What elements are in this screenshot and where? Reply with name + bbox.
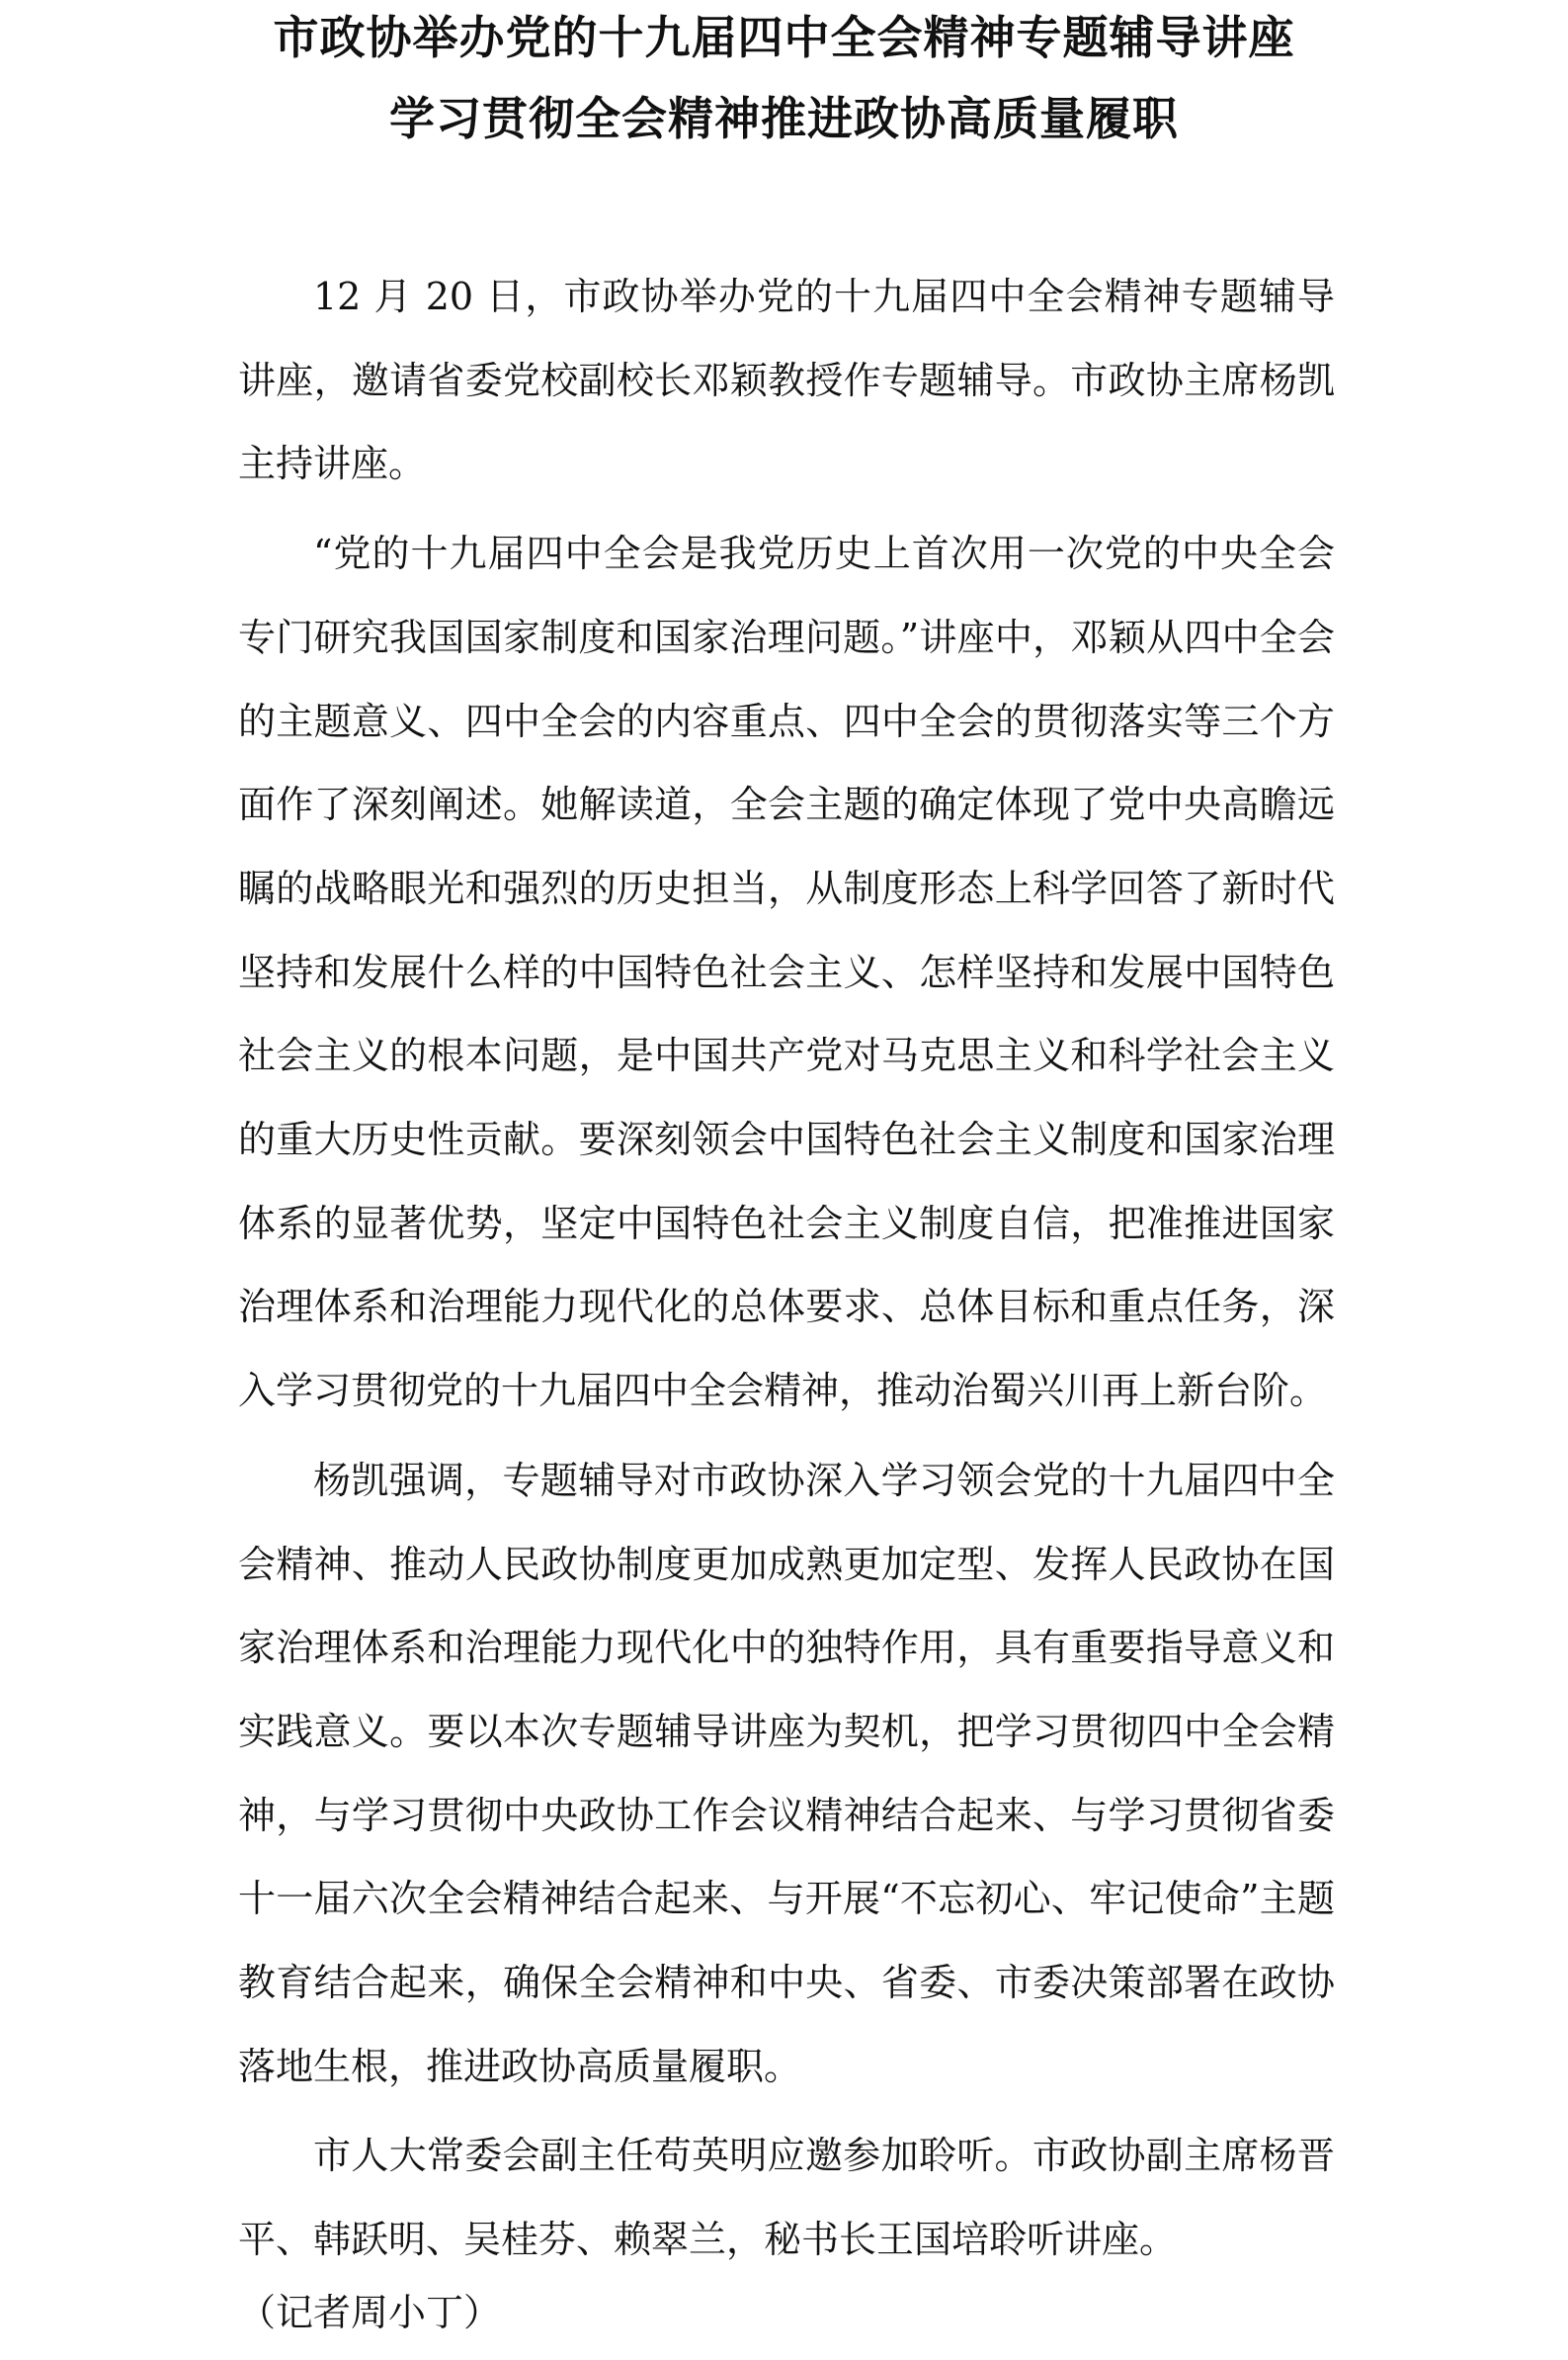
paragraph-lecture-content: “党的十九届四中全会是我党历史上首次用一次党的中央全会专门研究我国国家制度和国家治理问题。”讲座中，邓颖从四中全会的主题意义、四中全会的内容重点、四中全会的贯彻落实等三个方面作了深刻阐述。她解读道，全会主题的确定体现了党中央高瞻远瞩的战略眼光和强烈的历史担当，从制度形态上科学回答了新时代坚持和发展什么样的中国特色社会主义、怎样坚持和发展中国特色社会主义的根本问题，是中国共产党对马克思主义和科学社会主义的重大历史性贡献。要深刻领会中国特色社会主义制度和国家治理体系的显著优势，坚定中国特色社会主义制度自信，把准推进国家治理体系和治理能力现代化的总体要求、总体目标和重点任务，深入学习贯彻党的十九届四中全会精神，推动治蜀兴川再上新台阶。 (238, 532, 1335, 1413)
headline-line-1: 市政协举办党的十九届四中全会精神专题辅导讲座 (273, 11, 1295, 64)
reporter-byline: （记者周小丁） (238, 2291, 502, 2334)
article-body (238, 255, 1335, 2282)
paragraph-intro: 12 月 20 日，市政协举办党的十九届四中全会精神专题辅导讲座，邀请省委党校副校长邓颖教授作专题辅导。市政协主席杨凯主持讲座。 (238, 275, 1335, 486)
paragraph-chair-remarks: 杨凯强调，专题辅导对市政协深入学习领会党的十九届四中全会精神、推动人民政协制度更加成熟更加定型、发挥人民政协在国家治理体系和治理能力现代化中的独特作用，具有重要指导意义和实践意义。要以本次专题辅导讲座为契机，把学习贯彻四中全会精神，与学习贯彻中央政协工作会议精神结合起来、与学习贯彻省委十一届六次全会精神结合起来、与开展“不忘初心、牢记使命”主题教育结合起来，确保全会精神和中央、省委、市委决策部署在政协落地生根，推进政协高质量履职。 (238, 1458, 1335, 2088)
paragraph-attendees: 市人大常委会副主任苟英明应邀参加聆听。市政协副主席杨晋平、韩跃明、吴桂芬、赖翠兰，秘书长王国培聆听讲座。 (238, 2134, 1335, 2262)
headline-line-2: 学习贯彻全会精神推进政协高质量履职 (389, 92, 1179, 145)
